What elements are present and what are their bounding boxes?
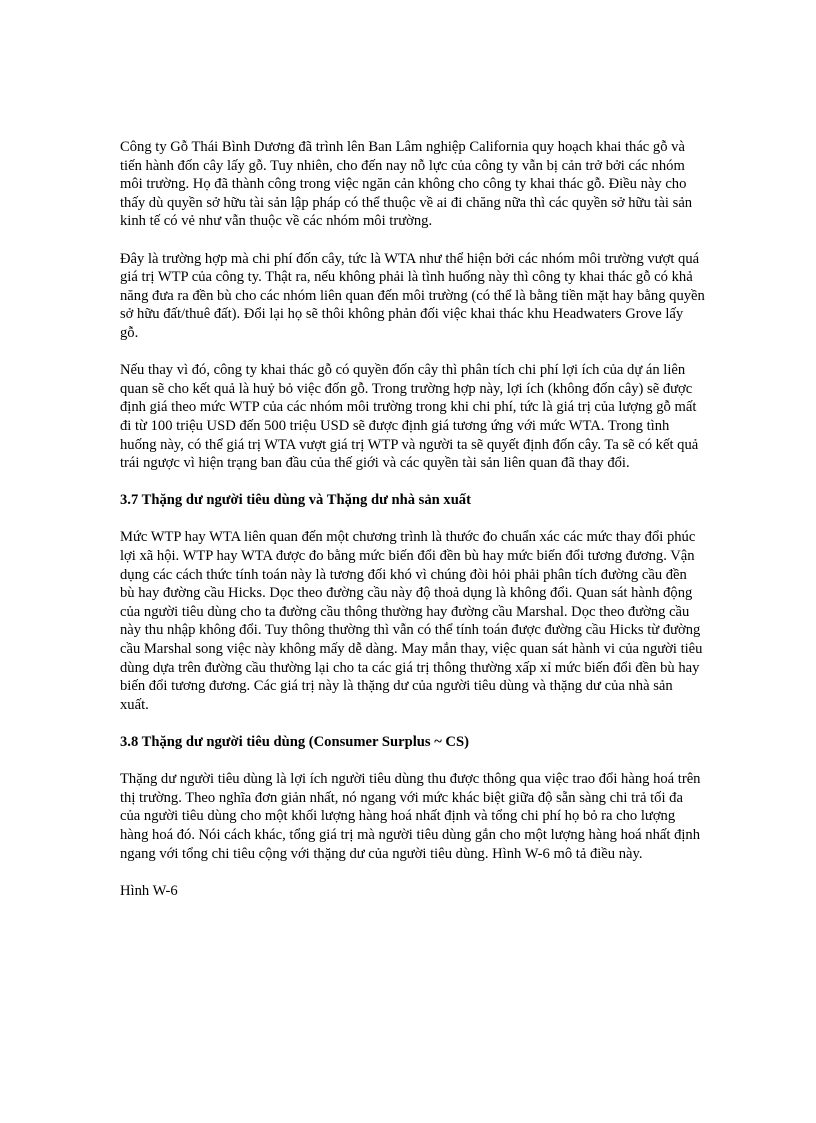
paragraph-pacific-lumber: Công ty Gỗ Thái Bình Dương đã trình lên Ban Lâm nghiệp California quy hoạch khai thác gỗ và tiến hành đốn cây lấy gỗ. Tuy nhiên, cho đến nay nỗ lực của công ty vẫn bị cản trở bởi các nhóm môi trường. Họ đã thành công trong việc ngăn cản không cho công ty khai thác gỗ. Điều này cho thấy dù quyền sở hữu tài sản lập pháp có thể thuộc về ai đi chăng nữa thì các quyền sở hữu tài sản kinh tế có vẻ như vẫn thuộc về các nhóm môi trường. xyxy=(120,139,693,230)
paragraph-surplus-measures: Mức WTP hay WTA liên quan đến một chương trình là thước đo chuẩn xác các mức thay đổi phúc lợi xã hội. WTP hay WTA được đo bằng mức biến đổi đền bù hay mức biến đổi tương đương. Vận dụng các cách thức tính toán này là tương đối khó vì chúng đòi hỏi phải phân tích đường cầu đền bù hay đường cầu Hicks. Dọc theo đường cầu này độ thoả dụng là không đổi. Quan sát hành động của người tiêu dùng cho ta đường cầu thông thường hay đường cầu Marshal. Dọc theo đường cầu này thu nhập không đổi. Tuy thông thường thì vẫn có thể tính toán được đường cầu Hicks từ đường cầu Marshal song việc này không mấy dễ dàng. May mắn thay, việc quan sát hành vi của người tiêu dùng dựa trên đường cầu thường lại cho ta các giá trị thông thường xấp xỉ mức biến đổi đền bù hay biến đổi tương đương. Các giá trị này là thặng dư của người tiêu dùng và thặng dư của nhà sản xuất. xyxy=(120,529,703,713)
section-heading-3-7: 3.7 Thặng dư người tiêu dùng và Thặng dư nhà sản xuất xyxy=(120,492,471,509)
section-heading-3-8: 3.8 Thặng dư người tiêu dùng (Consumer Surplus ~ CS) xyxy=(120,734,469,750)
document-page xyxy=(120,138,705,900)
figure-caption: Hình W-6 xyxy=(120,882,178,899)
paragraph-cost-benefit-analysis: Nếu thay vì đó, công ty khai thác gỗ có quyền đốn cây thì phân tích chi phí lợi ích của dự án liên quan sẽ cho kết quả là huỷ bỏ việc đốn gỗ. Trong trường hợp này, lợi ích (không đốn cây) sẽ được định giá theo mức WTP của các nhóm môi trường trong khi chi phí, tức là giá trị của lượng gỗ mất đi từ 100 triệu USD đến 500 triệu USD sẽ được định giá tương ứng với mức WTA. Trong tình huống này, có thể giá trị WTA vượt giá trị WTP và người ta sẽ quyết định đốn cây. Ta sẽ có kết quả trái ngược vì hiện trạng ban đầu của thế giới và các quyền tài sản liên quan đã thay đổi. xyxy=(120,362,699,472)
paragraph-consumer-surplus: Thặng dư người tiêu dùng là lợi ích người tiêu dùng thu được thông qua việc trao đổi hàng hoá trên thị trường. Theo nghĩa đơn giản nhất, nó ngang với mức khác biệt giữa độ sẵn sàng chi trả tối đa của người tiêu dùng cho một khối lượng hàng hoá nhất định và tổng chi phí họ bỏ ra cho lượng hàng hoá đó. Nói cách khác, tổng giá trị mà người tiêu dùng gắn cho một lượng hàng hoá nhất định ngang với tổng chi tiêu cộng với thặng dư của người tiêu dùng. Hình W-6 mô tả điều này. xyxy=(120,771,701,862)
paragraph-wta-exceeds-wtp: Đây là trường hợp mà chi phí đốn cây, tức là WTA như thể hiện bởi các nhóm môi trường vượt quá giá trị WTP của công ty. Thật ra, nếu không phải là tình huống này thì công ty khai thác gỗ có khả năng đưa ra đền bù cho các nhóm liên quan đến môi trường (có thể là bằng tiền mặt hay bằng quyền sở hữu đất/thuê đất). Đổi lại họ sẽ thôi không phản đối việc khai thác khu Headwaters Grove lấy gỗ. xyxy=(120,250,705,341)
